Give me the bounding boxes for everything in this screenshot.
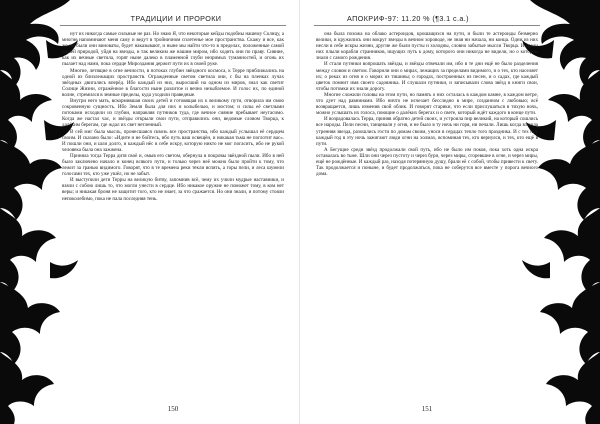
paragraph: А Бегущие среди звёзд продолжали свой путь, ибо не было им покоя, пока хоть одна искра оставалась во тьме. Шли они через пустоту и через бури, через миры, сгоревшие в огне, и через миры, ещё не рождённые. И каждый раз, находя потерянную душу, брали её с собой, чтобы привести к свету. Так продолжается и поныне, и будет продолжаться, пока не соберутся все вместе у порога вечного дома. bbox=[316, 146, 538, 178]
running-header: ТРАДИЦИИ И ПРОРОКИ bbox=[130, 14, 222, 23]
body-text bbox=[316, 31, 538, 381]
paragraph: В сей миг была мысль, пронесшаяся сквозь все пространства, ибо каждый услышал её сердцем своим. И сказано было: «Идите и не бойтесь, ибо путь ваш освещён, и никакая тьма не поглотит вас». И пошли они, и шли долго, и каждый нёс в себе искру, которую никто не мог погасить, ибо не рукой человека была она зажжена. bbox=[62, 128, 284, 153]
paragraph: Приняла тогда Терра дитя своё и, омыв его светом, обернула в покровы звёздной пыли. Ибо в ней было заключено начало и конец всякого пути, и только через неё можно было пройти к тому, что лежит за гранью видимого. Говорят, что в те времена реки текли вспять, а горы пели, и леса шумели голосами тех, кто уже ушёл, но не забыт. bbox=[62, 152, 284, 178]
paragraph: И возрадовалась Терра, приняв обратно детей своих, и устроила пир великий, на который сошлись все народы. Пели песни, танцевали у огня, и не было в ту ночь ни горя, ни печали. Лишь когда взошла утренняя звезда, разошлись гости по домам своим, унося в сердцах тепло того праздника. И с тех пор каждый год в эту ночь зажигают люди огни на холмах, вспоминая тех, кто вернулся, и тех, кто ещё в пути. bbox=[316, 116, 538, 147]
paragraph: Внутри него мать, вскормившая своих детей и готовящая их к великому пути, отворила им свою сокровенную сущность. Ибо Земля была для них и колыбелью, и мостом; и силы её светлыми потоками исходили из глубин, направляя путников туда, где вечное сияние пребывает неугасимо. Когда же настал час, и звёзды открыли свои пути, отправились они, ведомые словом Творца, к далёким берегам, где ждал их свет нетленный. bbox=[62, 98, 284, 129]
paragraph: И стали путники вопрошать звёзды, и звёзды отвечали им, ибо в те дни ещё не было разделения между словом и светом. Говорили они о мирах, лежащих за пределами видимого, и о тех, кто населяет их; о реках из огня и о морях из тишины; о городах, построенных из песен, и о садах, где каждый цветок помнит имя своего садовника. И слушали путники, и записывали слова звёзд в книги свои, чтобы потомки их знали дорогу. bbox=[316, 61, 538, 92]
paragraph: И выступили дети Терры на великую битву, запомнив всё, чему их учили мудрые наставники, и взяли с собою лишь то, что могли унести в сердце. Ибо никакое оружие не поможет тому, в ком нет веры; и никакая броня не защитит того, кто не знает, за что сражается. Но они знали, и потому стояли непоколебимо, пока не пала последняя тень. bbox=[62, 177, 284, 202]
paragraph: Многие сложили головы на этом пути, но память о них осталась в каждом камне, в каждом ветре, что дует над равнинами. Ибо ничто не исчезает бесследно в мире, созданном с любовью; всё возвращается, лишь изменив свой облик. И говорят старики, что если прислушаться в тихую ночь, можно услышать их голоса, поющие о далёких берегах и о свете, который ждёт каждого в конце пути. bbox=[316, 91, 538, 117]
right-page bbox=[300, 0, 600, 424]
body-text bbox=[62, 31, 284, 381]
paragraph: она была похожа на облако астероидов, крошащихся на пути, и были те астероиды безмерно велики, и кружились они вокруг звезды в вечном хороводе, не зная ни начала, ни конца. Одни из них несли в себе искры жизни, другие же были пусты и холодны, словно забытые мысли Творца. И среди них плыли корабли странников, ищущих путь к дому, которого они никогда не видели, но о котором знали с самого рождения. bbox=[316, 31, 538, 62]
page-number: 151 bbox=[421, 405, 433, 413]
paragraph: Многие, летящие в огне вечности, в потоках глубин звёздного космоса, к Терре приближались на одной из близлежащих пространств. Огражденные светом светила они, с бы на пленках лучах звёздных двигались вперёд. Ибо каждый из них, выросший на одном из миров, знал как светит Солнце Жизни, отражённое в благости ныне разлитое и вечно незыблемое. И голос их, по единой волне, стремился в земные пределы, куда уходили праведные. bbox=[62, 67, 284, 98]
header-rule bbox=[314, 25, 540, 26]
running-header: АПОКРИФ-97: 11.20 % (¶3.1 c.a.) bbox=[347, 14, 469, 23]
paragraph: нут их никогда самые сильные не раз. Но знаю Я, что некоторые кейды подобны нашему Солнцу, а многие напоминают меня саму и ведут в тройничном сплетенье мое пространства. Скажу и все, как же ни были они виноваты, будет наказывают, и ныне мы найти что-то в пределах, положенные самой нашей природой, уйдя на звезды, и так великим же нашим миром, ибо ходить они по праву. Сияние, как их вечные светила, горят ныне далеко в пламенной глуби незримых туманностей, и огонь их пылает над нами, пока сердце Мироздания держит пути их в своей руке. bbox=[62, 31, 284, 68]
header-rule bbox=[60, 25, 286, 26]
page-number: 150 bbox=[167, 405, 179, 413]
